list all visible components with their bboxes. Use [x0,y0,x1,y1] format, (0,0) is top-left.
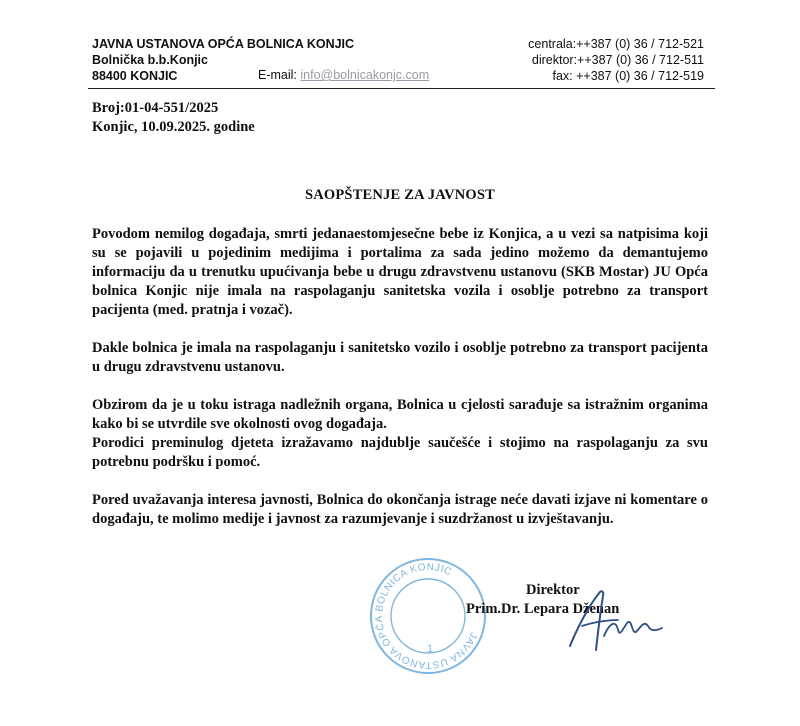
document-title: SAOPŠTENJE ZA JAVNOST [304,187,496,203]
institution-name: JAVNA USTANOVA OPĆA BOLNICA KONJIC [92,37,355,51]
paragraph-intro: Povodom nemilog događaja, smrti jedanaestomjesečne bebe iz Konjica, a u vezi sa natpisima koji su se pojavili u pojedinim medijima i portalima za sada jedino možemo da demantujemo informaciju da u trenutku upućivanja bebe u drugu zdravstvenu ustanovu (SKB Mostar) JU Opća bolnica Konjic nije imala na raspolaganju sanitetska vozila i osoblje potrebno za transport pacijenta (med. pratnja i vozač). [92,226,708,318]
paragraph-investigation: Obzirom da je u toku istraga nadležnih organa, Bolnica u cjelosti sarađuje sa istražnim organima kako bi se utvrdile sve okolnosti ovog događaja. [92,397,708,432]
letterhead-email [258,67,429,83]
stamp-center-number: 1 [426,643,434,655]
paragraph-vehicle: Dakle bolnica je imala na raspolaganju i sanitetsko vozilo i osoblje potrebno za transport pacijenta u drugu zdravstvenu ustanovu. [92,340,708,375]
document-meta [92,99,255,137]
fax-number: fax: ++387 (0) 36 / 712-519 [552,69,704,83]
handwritten-signature [560,586,670,656]
phone-central: centrala:++387 (0) 36 / 712-521 [528,37,704,51]
address-line-1: Bolnička b.b.Konjic [92,53,208,67]
letterhead-contacts [496,36,704,84]
email-link[interactable]: info@bolnicakonjc.com [300,68,430,82]
document-number: Broj:01-04-551/2025 [92,100,219,116]
document-body [92,225,708,548]
phone-director: direktor:++387 (0) 36 / 712-511 [531,53,704,67]
signatory-role: Direktor [526,582,580,598]
header-divider [88,88,715,89]
stamp-ring-text: JAVNA USTANOVA OPĆA BOLNICA KONJIC [373,561,479,671]
paragraph-condolences: Porodici preminulog djeteta izražavamo najdublje saučešće i stojimo na raspolaganju za svu potrebnu podršku i pomoć. [92,435,708,470]
email-label: E-mail: [258,68,297,82]
document-place-date: Konjic, 10.09.2025. godine [92,119,255,135]
paragraph-closing: Pored uvažavanja interesa javnosti, Bolnica do okončanja istrage neće davati izjave ni komentare o događaju, te molimo medije i javnost za razumjevanje i suzdržanost u izvještavanju. [92,492,708,527]
signatory-name: Prim.Dr. Lepara Dženan [466,601,620,617]
address-line-2: 88400 KONJIC [92,69,178,83]
